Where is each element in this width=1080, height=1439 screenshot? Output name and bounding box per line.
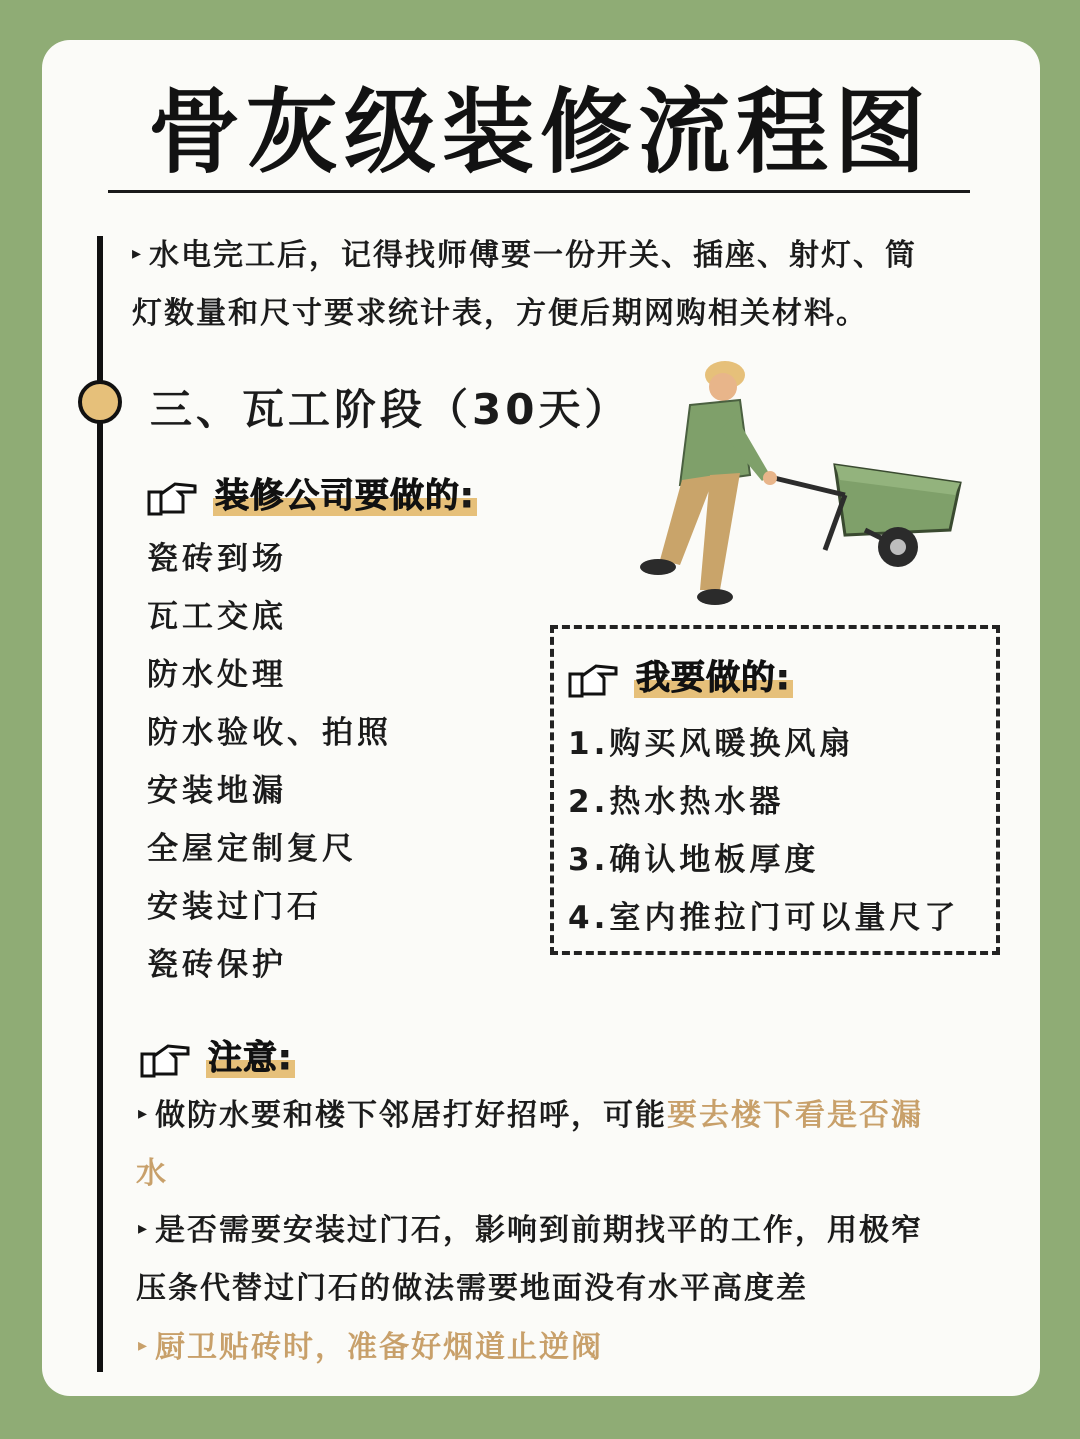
- note-2-continued: 压条代替过门石的做法需要地面没有水平高度差: [136, 1271, 808, 1306]
- triangle-bullet-icon: ▸: [132, 243, 144, 264]
- company-item: 安装过门石: [147, 889, 322, 925]
- company-item: 瓷砖保护: [147, 947, 287, 983]
- me-item: 4.室内推拉门可以量尺了: [568, 900, 960, 936]
- triangle-bullet-icon: ▸: [138, 1335, 150, 1356]
- company-item: 防水验收、拍照: [147, 715, 392, 751]
- stage-title: 三、瓦工阶段（30天）: [150, 385, 631, 434]
- title-divider: [108, 190, 970, 193]
- note-2: ▸ 是否需要安装过门石，影响到前期找平的工作，用极窄: [138, 1213, 924, 1248]
- notes-heading: 注意:: [138, 1030, 295, 1080]
- company-item: 防水处理: [147, 657, 287, 693]
- intro-line-2: 灯数量和尺寸要求统计表，方便后期网购相关材料。: [132, 296, 868, 331]
- triangle-bullet-icon: ▸: [138, 1218, 150, 1239]
- note-3: ▸ 厨卫贴砖时，准备好烟道止逆阀: [138, 1330, 604, 1365]
- company-item: 瓷砖到场: [147, 541, 287, 577]
- timeline-node: [78, 380, 122, 424]
- company-item: 安装地漏: [147, 773, 287, 809]
- note-1: ▸ 做防水要和楼下邻居打好招呼，可能要去楼下看是否漏: [138, 1098, 924, 1133]
- page-title: 骨灰级装修流程图: [147, 79, 932, 186]
- worker-wheelbarrow-icon: [620, 345, 970, 615]
- pointing-hand-icon: [145, 478, 199, 518]
- me-item: 3.确认地板厚度: [568, 842, 820, 878]
- company-item: 全屋定制复尺: [147, 831, 357, 867]
- pointing-hand-icon: [138, 1040, 192, 1080]
- me-item: 2.热水热水器: [568, 784, 785, 820]
- note-1-continued: 水: [136, 1156, 168, 1191]
- intro-line-1: ▸ 水电完工后，记得找师傅要一份开关、插座、射灯、筒: [132, 238, 918, 273]
- triangle-bullet-icon: ▸: [138, 1103, 150, 1124]
- company-heading: 装修公司要做的:: [145, 468, 477, 518]
- me-heading: 我要做的:: [566, 650, 793, 700]
- pointing-hand-icon: [566, 660, 620, 700]
- company-item: 瓦工交底: [147, 599, 287, 635]
- me-item: 1.购买风暖换风扇: [568, 726, 855, 762]
